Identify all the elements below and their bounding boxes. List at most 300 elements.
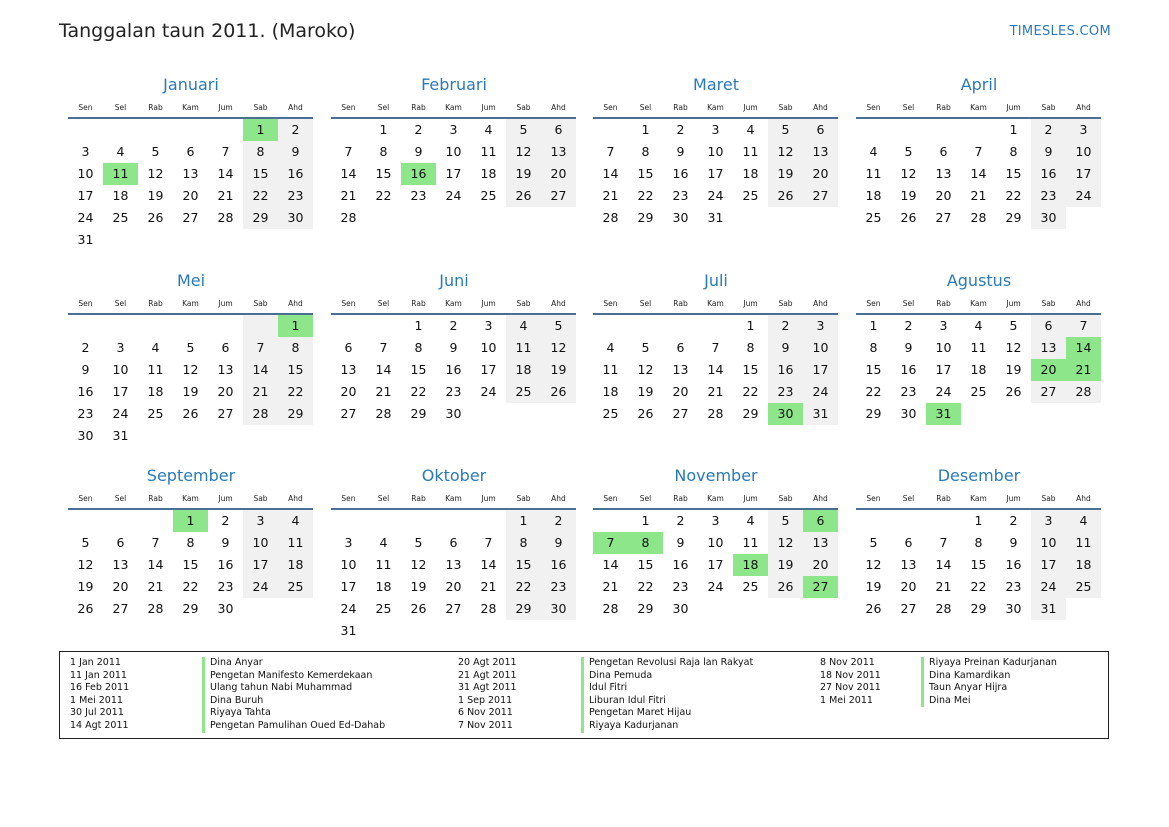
day-cell[interactable]: 21 [970,188,987,203]
day-cell[interactable]: 12 [506,141,541,163]
day-cell[interactable]: 21 [707,384,724,399]
day-cell[interactable]: 29 [637,210,654,225]
day-cell[interactable]: 23 [768,381,803,403]
day-cell[interactable]: 13 [1031,337,1066,359]
day-cell[interactable]: 22 [243,185,278,207]
day-cell[interactable]: 9 [81,362,90,377]
day-cell[interactable]: 30 [278,207,313,229]
day-cell[interactable]: 29 [182,601,199,616]
day-cell[interactable]: 6 [939,144,948,159]
day-cell[interactable]: 7 [221,144,230,159]
day-cell[interactable]: 19 [768,554,803,576]
day-cell[interactable]: 28 [375,406,392,421]
day-cell[interactable]: 26 [900,210,917,225]
day-cell[interactable]: 13 [217,362,234,377]
day-cell[interactable]: 11 [480,144,497,159]
day-cell[interactable]: 27 [182,210,199,225]
holiday-day-cell[interactable]: 6 [803,510,838,532]
day-cell[interactable]: 1 [506,510,541,532]
day-cell[interactable]: 22 [182,579,199,594]
day-cell[interactable]: 27 [803,185,838,207]
holiday-day-cell[interactable]: 8 [628,532,663,554]
day-cell[interactable]: 19 [637,384,654,399]
day-cell[interactable]: 18 [742,166,759,181]
day-cell[interactable]: 19 [147,188,164,203]
day-cell[interactable]: 18 [480,166,497,181]
day-cell[interactable]: 8 [869,340,878,355]
day-cell[interactable]: 14 [375,362,392,377]
day-cell[interactable]: 2 [904,318,913,333]
day-cell[interactable]: 2 [1009,513,1018,528]
day-cell[interactable]: 26 [637,406,654,421]
day-cell[interactable]: 9 [904,340,913,355]
day-cell[interactable]: 13 [672,362,689,377]
day-cell[interactable]: 14 [243,359,278,381]
day-cell[interactable]: 19 [865,579,882,594]
day-cell[interactable]: 27 [340,406,357,421]
day-cell[interactable]: 10 [340,557,357,572]
day-cell[interactable]: 24 [480,384,497,399]
day-cell[interactable]: 29 [970,601,987,616]
day-cell[interactable]: 17 [340,579,357,594]
day-cell[interactable]: 18 [147,384,164,399]
day-cell[interactable]: 7 [606,144,615,159]
day-cell[interactable]: 19 [410,579,427,594]
day-cell[interactable]: 1 [1009,122,1018,137]
day-cell[interactable]: 13 [803,141,838,163]
day-cell[interactable]: 5 [869,535,878,550]
day-cell[interactable]: 24 [707,188,724,203]
day-cell[interactable]: 17 [935,362,952,377]
day-cell[interactable]: 12 [637,362,654,377]
holiday-day-cell[interactable]: 1 [278,315,313,337]
day-cell[interactable]: 25 [970,384,987,399]
day-cell[interactable]: 24 [1031,576,1066,598]
day-cell[interactable]: 17 [1066,163,1101,185]
day-cell[interactable]: 10 [707,144,724,159]
day-cell[interactable]: 21 [243,381,278,403]
day-cell[interactable]: 2 [541,510,576,532]
day-cell[interactable]: 7 [151,535,160,550]
day-cell[interactable]: 30 [217,601,234,616]
day-cell[interactable]: 7 [344,144,353,159]
day-cell[interactable]: 16 [278,163,313,185]
day-cell[interactable]: 6 [186,144,195,159]
day-cell[interactable]: 15 [375,166,392,181]
day-cell[interactable]: 11 [970,340,987,355]
day-cell[interactable]: 12 [541,337,576,359]
day-cell[interactable]: 19 [506,163,541,185]
day-cell[interactable]: 18 [278,554,313,576]
day-cell[interactable]: 13 [935,166,952,181]
day-cell[interactable]: 18 [375,579,392,594]
day-cell[interactable]: 18 [865,188,882,203]
day-cell[interactable]: 20 [445,579,462,594]
day-cell[interactable]: 4 [379,535,388,550]
day-cell[interactable]: 10 [1066,141,1101,163]
holiday-day-cell[interactable]: 27 [803,576,838,598]
day-cell[interactable]: 11 [742,535,759,550]
day-cell[interactable]: 25 [1066,576,1101,598]
day-cell[interactable]: 15 [637,166,654,181]
day-cell[interactable]: 29 [637,601,654,616]
day-cell[interactable]: 25 [742,188,759,203]
day-cell[interactable]: 17 [707,166,724,181]
day-cell[interactable]: 8 [243,141,278,163]
day-cell[interactable]: 2 [414,122,423,137]
day-cell[interactable]: 5 [1009,318,1018,333]
day-cell[interactable]: 11 [742,144,759,159]
day-cell[interactable]: 18 [602,384,619,399]
day-cell[interactable]: 14 [602,166,619,181]
day-cell[interactable]: 9 [768,337,803,359]
day-cell[interactable]: 6 [803,119,838,141]
day-cell[interactable]: 28 [602,601,619,616]
day-cell[interactable]: 7 [243,337,278,359]
day-cell[interactable]: 30 [672,601,689,616]
holiday-day-cell[interactable]: 1 [243,119,278,141]
day-cell[interactable]: 5 [186,340,195,355]
day-cell[interactable]: 6 [676,340,685,355]
day-cell[interactable]: 15 [970,557,987,572]
day-cell[interactable]: 13 [112,557,129,572]
day-cell[interactable]: 12 [768,532,803,554]
day-cell[interactable]: 8 [506,532,541,554]
day-cell[interactable]: 25 [147,406,164,421]
day-cell[interactable]: 16 [672,557,689,572]
day-cell[interactable]: 6 [904,535,913,550]
day-cell[interactable]: 4 [484,122,493,137]
day-cell[interactable]: 20 [935,188,952,203]
day-cell[interactable]: 14 [480,557,497,572]
day-cell[interactable]: 16 [1005,557,1022,572]
day-cell[interactable]: 2 [81,340,90,355]
day-cell[interactable]: 7 [939,535,948,550]
day-cell[interactable]: 29 [742,406,759,421]
day-cell[interactable]: 13 [182,166,199,181]
day-cell[interactable]: 8 [746,340,755,355]
day-cell[interactable]: 25 [506,381,541,403]
day-cell[interactable]: 23 [217,579,234,594]
day-cell[interactable]: 3 [344,535,353,550]
day-cell[interactable]: 3 [803,315,838,337]
day-cell[interactable]: 27 [935,210,952,225]
holiday-day-cell[interactable]: 7 [593,532,628,554]
day-cell[interactable]: 5 [81,535,90,550]
day-cell[interactable]: 23 [1005,579,1022,594]
holiday-day-cell[interactable]: 31 [926,403,961,425]
day-cell[interactable]: 27 [541,185,576,207]
day-cell[interactable]: 26 [768,576,803,598]
day-cell[interactable]: 25 [865,210,882,225]
day-cell[interactable]: 16 [445,362,462,377]
day-cell[interactable]: 19 [77,579,94,594]
day-cell[interactable]: 30 [445,406,462,421]
day-cell[interactable]: 12 [768,141,803,163]
day-cell[interactable]: 8 [414,340,423,355]
day-cell[interactable]: 15 [742,362,759,377]
day-cell[interactable]: 11 [602,362,619,377]
day-cell[interactable]: 6 [344,340,353,355]
day-cell[interactable]: 11 [506,337,541,359]
day-cell[interactable]: 21 [375,384,392,399]
day-cell[interactable]: 12 [865,557,882,572]
day-cell[interactable]: 1 [641,122,650,137]
day-cell[interactable]: 9 [676,144,685,159]
day-cell[interactable]: 10 [803,337,838,359]
day-cell[interactable]: 5 [641,340,650,355]
day-cell[interactable]: 6 [449,535,458,550]
day-cell[interactable]: 21 [217,188,234,203]
day-cell[interactable]: 7 [484,535,493,550]
day-cell[interactable]: 17 [480,362,497,377]
day-cell[interactable]: 9 [414,144,423,159]
day-cell[interactable]: 23 [672,188,689,203]
day-cell[interactable]: 5 [151,144,160,159]
day-cell[interactable]: 30 [1031,207,1066,229]
day-cell[interactable]: 9 [278,141,313,163]
day-cell[interactable]: 14 [602,557,619,572]
day-cell[interactable]: 23 [900,384,917,399]
day-cell[interactable]: 28 [970,210,987,225]
day-cell[interactable]: 11 [147,362,164,377]
day-cell[interactable]: 18 [112,188,129,203]
day-cell[interactable]: 31 [1031,598,1066,620]
day-cell[interactable]: 22 [637,188,654,203]
day-cell[interactable]: 20 [672,384,689,399]
day-cell[interactable]: 18 [970,362,987,377]
day-cell[interactable]: 8 [379,144,388,159]
day-cell[interactable]: 25 [112,210,129,225]
day-cell[interactable]: 26 [147,210,164,225]
day-cell[interactable]: 15 [243,163,278,185]
day-cell[interactable]: 3 [81,144,90,159]
holiday-day-cell[interactable]: 1 [173,510,208,532]
day-cell[interactable]: 6 [221,340,230,355]
day-cell[interactable]: 24 [803,381,838,403]
day-cell[interactable]: 20 [217,384,234,399]
day-cell[interactable]: 23 [278,185,313,207]
day-cell[interactable]: 7 [974,144,983,159]
day-cell[interactable]: 1 [641,513,650,528]
day-cell[interactable]: 27 [1031,381,1066,403]
day-cell[interactable]: 15 [1005,166,1022,181]
day-cell[interactable]: 12 [900,166,917,181]
day-cell[interactable]: 29 [243,207,278,229]
day-cell[interactable]: 2 [278,119,313,141]
day-cell[interactable]: 23 [672,579,689,594]
day-cell[interactable]: 3 [711,122,720,137]
day-cell[interactable]: 5 [768,119,803,141]
day-cell[interactable]: 5 [768,510,803,532]
day-cell[interactable]: 31 [340,623,357,638]
day-cell[interactable]: 31 [77,232,94,247]
day-cell[interactable]: 26 [77,601,94,616]
day-cell[interactable]: 12 [147,166,164,181]
day-cell[interactable]: 15 [278,359,313,381]
day-cell[interactable]: 16 [672,166,689,181]
day-cell[interactable]: 14 [970,166,987,181]
day-cell[interactable]: 17 [243,554,278,576]
holiday-day-cell[interactable]: 18 [733,554,768,576]
day-cell[interactable]: 30 [900,406,917,421]
day-cell[interactable]: 4 [116,144,125,159]
day-cell[interactable]: 10 [935,340,952,355]
day-cell[interactable]: 19 [900,188,917,203]
day-cell[interactable]: 28 [243,403,278,425]
day-cell[interactable]: 18 [506,359,541,381]
day-cell[interactable]: 19 [1005,362,1022,377]
day-cell[interactable]: 28 [340,210,357,225]
day-cell[interactable]: 17 [445,166,462,181]
day-cell[interactable]: 16 [217,557,234,572]
day-cell[interactable]: 25 [278,576,313,598]
day-cell[interactable]: 4 [746,513,755,528]
day-cell[interactable]: 22 [637,579,654,594]
day-cell[interactable]: 23 [410,188,427,203]
day-cell[interactable]: 19 [182,384,199,399]
holiday-day-cell[interactable]: 11 [103,163,138,185]
day-cell[interactable]: 7 [711,340,720,355]
day-cell[interactable]: 15 [637,557,654,572]
day-cell[interactable]: 20 [340,384,357,399]
day-cell[interactable]: 19 [541,359,576,381]
day-cell[interactable]: 26 [865,601,882,616]
day-cell[interactable]: 3 [1066,119,1101,141]
day-cell[interactable]: 4 [506,315,541,337]
day-cell[interactable]: 16 [900,362,917,377]
day-cell[interactable]: 17 [77,188,94,203]
day-cell[interactable]: 21 [602,579,619,594]
day-cell[interactable]: 8 [641,144,650,159]
day-cell[interactable]: 21 [147,579,164,594]
day-cell[interactable]: 24 [935,384,952,399]
day-cell[interactable]: 20 [900,579,917,594]
day-cell[interactable]: 10 [480,340,497,355]
day-cell[interactable]: 26 [1005,384,1022,399]
day-cell[interactable]: 10 [77,166,94,181]
day-cell[interactable]: 1 [746,318,755,333]
day-cell[interactable]: 5 [541,315,576,337]
day-cell[interactable]: 23 [445,384,462,399]
day-cell[interactable]: 20 [803,554,838,576]
day-cell[interactable]: 26 [506,185,541,207]
day-cell[interactable]: 7 [1066,315,1101,337]
day-cell[interactable]: 22 [970,579,987,594]
day-cell[interactable]: 15 [506,554,541,576]
day-cell[interactable]: 30 [541,598,576,620]
holiday-day-cell[interactable]: 30 [768,403,803,425]
day-cell[interactable]: 11 [375,557,392,572]
day-cell[interactable]: 2 [676,513,685,528]
day-cell[interactable]: 4 [974,318,983,333]
day-cell[interactable]: 14 [707,362,724,377]
day-cell[interactable]: 13 [445,557,462,572]
day-cell[interactable]: 10 [112,362,129,377]
day-cell[interactable]: 12 [182,362,199,377]
day-cell[interactable]: 16 [541,554,576,576]
day-cell[interactable]: 12 [410,557,427,572]
day-cell[interactable]: 2 [1031,119,1066,141]
day-cell[interactable]: 25 [742,579,759,594]
day-cell[interactable]: 18 [1066,554,1101,576]
day-cell[interactable]: 3 [939,318,948,333]
day-cell[interactable]: 28 [480,601,497,616]
day-cell[interactable]: 1 [414,318,423,333]
brand-link[interactable]: TIMESLES.COM [1009,24,1111,39]
day-cell[interactable]: 20 [182,188,199,203]
day-cell[interactable]: 29 [278,403,313,425]
day-cell[interactable]: 22 [865,384,882,399]
day-cell[interactable]: 21 [602,188,619,203]
day-cell[interactable]: 13 [340,362,357,377]
day-cell[interactable]: 13 [900,557,917,572]
day-cell[interactable]: 17 [112,384,129,399]
day-cell[interactable]: 26 [410,601,427,616]
day-cell[interactable]: 28 [935,601,952,616]
day-cell[interactable]: 16 [77,384,94,399]
day-cell[interactable]: 11 [278,532,313,554]
day-cell[interactable]: 4 [278,510,313,532]
day-cell[interactable]: 29 [410,406,427,421]
day-cell[interactable]: 27 [112,601,129,616]
day-cell[interactable]: 24 [1066,185,1101,207]
day-cell[interactable]: 26 [768,185,803,207]
day-cell[interactable]: 15 [410,362,427,377]
day-cell[interactable]: 17 [803,359,838,381]
day-cell[interactable]: 1 [379,122,388,137]
day-cell[interactable]: 15 [182,557,199,572]
day-cell[interactable]: 14 [217,166,234,181]
day-cell[interactable]: 23 [541,576,576,598]
day-cell[interactable]: 9 [541,532,576,554]
day-cell[interactable]: 4 [869,144,878,159]
day-cell[interactable]: 30 [672,210,689,225]
day-cell[interactable]: 16 [768,359,803,381]
day-cell[interactable]: 22 [742,384,759,399]
day-cell[interactable]: 3 [116,340,125,355]
day-cell[interactable]: 8 [186,535,195,550]
day-cell[interactable]: 13 [541,141,576,163]
day-cell[interactable]: 17 [1031,554,1066,576]
day-cell[interactable]: 27 [217,406,234,421]
day-cell[interactable]: 30 [77,428,94,443]
day-cell[interactable]: 4 [151,340,160,355]
day-cell[interactable]: 16 [1031,163,1066,185]
day-cell[interactable]: 26 [541,381,576,403]
day-cell[interactable]: 21 [480,579,497,594]
day-cell[interactable]: 20 [803,163,838,185]
day-cell[interactable]: 22 [506,576,541,598]
day-cell[interactable]: 22 [410,384,427,399]
day-cell[interactable]: 10 [707,535,724,550]
day-cell[interactable]: 27 [900,601,917,616]
day-cell[interactable]: 24 [112,406,129,421]
day-cell[interactable]: 24 [707,579,724,594]
day-cell[interactable]: 10 [1031,532,1066,554]
day-cell[interactable]: 3 [484,318,493,333]
day-cell[interactable]: 4 [1066,510,1101,532]
day-cell[interactable]: 2 [221,513,230,528]
day-cell[interactable]: 12 [1005,340,1022,355]
day-cell[interactable]: 28 [707,406,724,421]
day-cell[interactable]: 17 [707,557,724,572]
day-cell[interactable]: 22 [278,381,313,403]
day-cell[interactable]: 8 [1009,144,1018,159]
day-cell[interactable]: 1 [974,513,983,528]
day-cell[interactable]: 29 [506,598,541,620]
day-cell[interactable]: 12 [77,557,94,572]
